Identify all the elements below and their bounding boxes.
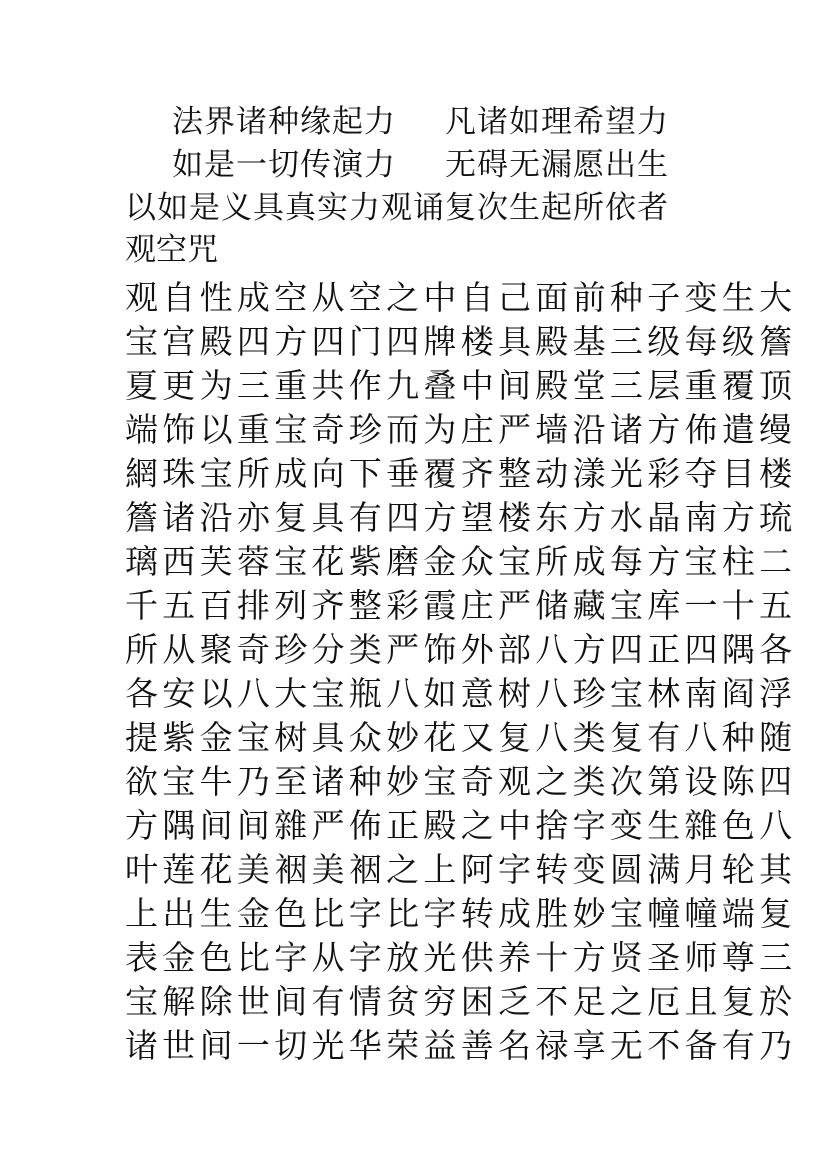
body-line: 提紫金宝树具众妙花又复八类复有八种随 — [125, 718, 797, 757]
body-line: 網珠宝所成向下垂覆齐整动漾光彩夺目楼 — [125, 454, 797, 493]
body-line: 叶莲花美裀美裀之上阿字转变圆满月轮其 — [125, 850, 797, 889]
body-line: 各安以八大宝瓶八如意树八珍宝林南阎浮 — [125, 674, 797, 713]
body-line: 诸世间一切光华荣益善名禄享无不备有乃 — [125, 1026, 797, 1065]
body-line: 宝解除世间有情贫穷困乏不足之厄且复於 — [125, 982, 797, 1021]
verse-line-2-right: 无碍无漏愿出生 — [445, 147, 669, 183]
body-line: 千五百排列齐整彩霞庄严储藏宝库一十五 — [125, 586, 797, 625]
body-line: 璃西芙蓉宝花紫磨金众宝所成每方宝柱二 — [125, 542, 797, 581]
body-line: 端饰以重宝奇珍而为庄严墙沿诸方佈遣缦 — [125, 410, 797, 449]
body-line: 欲宝牛乃至诸种妙宝奇观之类次第设陈四 — [125, 762, 797, 801]
verse-line-1-left: 法界诸种缘起力 — [172, 104, 396, 140]
body-line: 观自性成空从空之中自己面前种子变生大 — [125, 278, 797, 317]
section-title: 观空咒 — [125, 232, 218, 268]
body-line: 宝宫殿四方四门四牌楼具殿基三级每级簷 — [125, 322, 797, 361]
body-line: 表金色比字从字放光供养十方贤圣师尊三 — [125, 938, 797, 977]
prose-line: 以如是义具真实力观诵复次生起所依者 — [125, 190, 669, 226]
body-line: 夏更为三重共作九叠中间殿堂三层重覆顶 — [125, 366, 797, 405]
body-line: 方隅间间雜严佈正殿之中捨字变生雜色八 — [125, 806, 797, 845]
verse-line-2-left: 如是一切传演力 — [172, 147, 396, 183]
body-line: 上出生金色比字比字转成胜妙宝幢幢端复 — [125, 894, 797, 933]
body-line: 所从聚奇珍分类严饰外部八方四正四隅各 — [125, 630, 797, 669]
verse-line-1-right: 凡诸如理希望力 — [445, 104, 669, 140]
body-line: 簷诸沿亦复具有四方望楼东方水晶南方琉 — [125, 498, 797, 537]
